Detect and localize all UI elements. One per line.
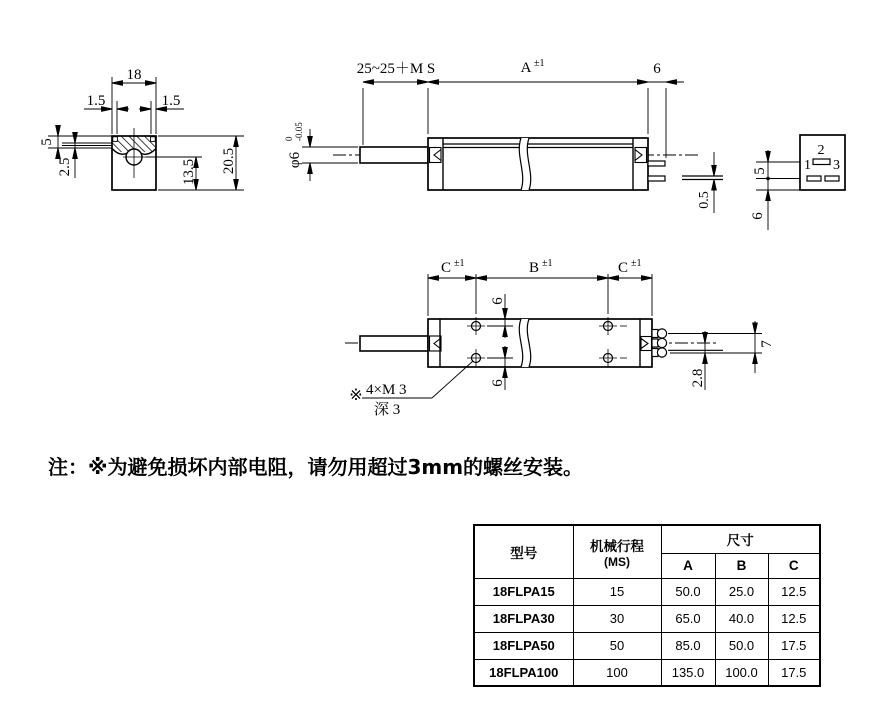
a-cell: 65.0 (661, 605, 715, 632)
dim-shaft-dia-tol-hi: 0 (284, 136, 294, 141)
col-header-model: 型号 (474, 525, 573, 578)
dim-hole-6-top: 6 (490, 297, 506, 305)
dim-18: 18 (126, 67, 142, 83)
col-header-a: A (661, 553, 715, 578)
pin-label-3: 3 (833, 158, 840, 173)
a-cell: 135.0 (661, 659, 715, 686)
body-outline (428, 319, 652, 367)
stroke-cell: 50 (573, 632, 661, 659)
dim-c-left-tol: ±1 (454, 258, 465, 269)
dim-1-5-left: 1.5 (86, 93, 106, 109)
col-header-stroke-line2: (MS) (604, 554, 630, 569)
dim-bottom-6: 6 (750, 212, 766, 220)
b-cell: 100.0 (715, 659, 768, 686)
dim-b: B (528, 260, 540, 276)
side-view (333, 138, 700, 190)
dim-20-5: 20.5 (221, 147, 237, 175)
dim-a: A (520, 60, 532, 76)
a-cell: 85.0 (661, 632, 715, 659)
pin-label-2: 2 (817, 143, 825, 158)
thread-note-depth: 深 3 (374, 402, 401, 418)
dim-5: 5 (39, 138, 55, 146)
dim-2-8: 2.8 (690, 368, 706, 388)
b-cell: 50.0 (715, 632, 768, 659)
stroke-cell: 100 (573, 659, 661, 686)
stroke-cell: 30 (573, 605, 661, 632)
col-header-b: B (715, 553, 768, 578)
dim-2-5: 2.5 (57, 157, 73, 177)
c-cell: 17.5 (768, 659, 820, 686)
thread-note-marker: ※ (349, 387, 363, 404)
dim-1-5-right: 1.5 (161, 93, 181, 109)
thread-note-spec: 4×M 3 (366, 382, 407, 398)
model-cell: 18FLPA30 (474, 605, 573, 632)
c-cell: 17.5 (768, 632, 820, 659)
bottom-view (345, 317, 762, 367)
dim-pin-gap-5: 5 (752, 167, 768, 175)
model-cell: 18FLPA15 (474, 578, 573, 605)
dim-c-right-tol: ±1 (631, 258, 642, 269)
b-cell: 25.0 (715, 578, 768, 605)
stroke-cell: 15 (573, 578, 661, 605)
dim-6-pin: 6 (653, 61, 661, 77)
table-row (474, 659, 820, 686)
col-header-stroke (573, 525, 661, 578)
col-header-c: C (768, 553, 820, 578)
dim-a-tol: ±1 (534, 58, 545, 69)
installation-note: 注：※为避免损坏内部电阻，请勿用超过3mm的螺丝安装。 (48, 455, 584, 479)
shaft (360, 336, 428, 351)
col-header-stroke-line1: 机械行程 (590, 538, 644, 554)
shaft (360, 147, 428, 163)
dim-7: 7 (759, 340, 775, 348)
a-cell: 50.0 (661, 578, 715, 605)
table-row (474, 632, 820, 659)
model-cell: 18FLPA100 (474, 659, 573, 686)
dim-travel: 25~25＋M S (356, 61, 436, 77)
dim-hole-6-bottom: 6 (490, 379, 506, 387)
terminal-pins (652, 329, 667, 357)
terminal-pin (648, 161, 665, 166)
dim-shaft-dia: φ6 (287, 151, 303, 169)
c-cell: 12.5 (768, 605, 820, 632)
dim-c-right: C (617, 260, 629, 276)
c-cell: 12.5 (768, 578, 820, 605)
table-row (474, 578, 820, 605)
section-view (112, 128, 156, 190)
model-cell: 18FLPA50 (474, 632, 573, 659)
dim-13-5: 13.5 (181, 158, 197, 186)
dim-c-left: C (440, 260, 452, 276)
b-cell: 40.0 (715, 605, 768, 632)
body-outline (428, 138, 648, 190)
dim-b-tol: ±1 (542, 258, 553, 269)
table-row (474, 605, 820, 632)
dim-shaft-dia-tol-lo: -0.05 (294, 122, 304, 141)
spec-table (473, 524, 821, 687)
pin-label-1: 1 (804, 158, 811, 173)
terminal-pin (648, 176, 665, 181)
col-header-size: 尺寸 (661, 525, 820, 553)
dim-0-5: 0.5 (697, 191, 712, 209)
section-view-dimensions (48, 77, 244, 190)
